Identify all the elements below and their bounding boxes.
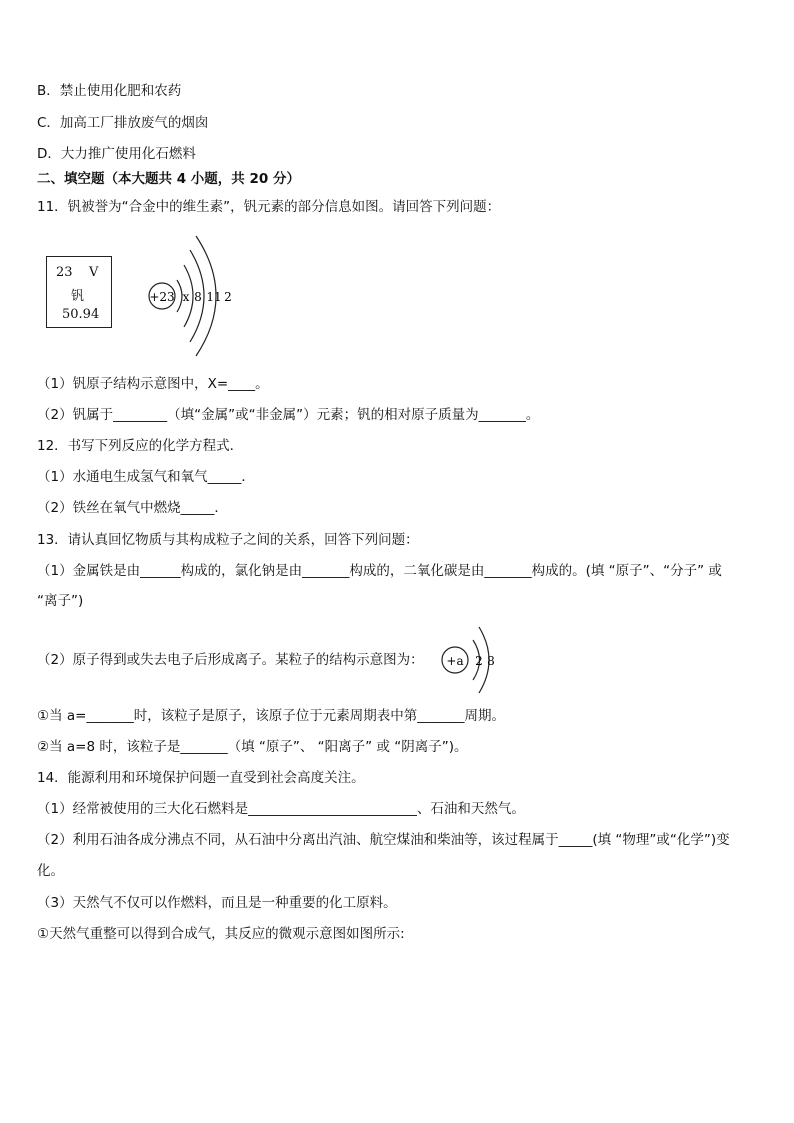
q12-stem: 12．书写下列反应的化学方程式． [37,438,244,454]
element-card [46,256,112,328]
shell-electrons: 8 [194,290,202,304]
shell-electrons: 2 [224,290,232,304]
section-heading: 二、填空题（本大题共 4 小题，共 20 分） [37,171,300,187]
q13-stem: 13．请认真回忆物质与其构成粒子之间的关系，回答下列问题： [37,532,419,548]
q14-sub1: （1）经常被使用的三大化石燃料是_________________________、石油和天然气。 [37,801,525,817]
vanadium-atom-diagram [140,232,250,360]
shell-electrons: 11 [206,290,222,304]
q11-sub2: （2）钒属于________（填“金属”或“非金属”）元素；钒的相对原子质量为_______。 [37,407,540,423]
q13-sub1-line2: “离子”) [37,593,84,609]
ion-diagram [435,624,505,696]
q14-sub3: （3）天然气不仅可以作燃料，而且是一种重要的化工原料。 [37,895,397,911]
q12-sub2: （2）铁丝在氧气中燃烧_____． [37,500,228,516]
q13-item2: ②当 a=8 时，该粒子是_______（填 “原子”、 “阳离子” 或 “阴离子”)。 [37,739,468,755]
atomic-mass: 50.94 [62,307,100,322]
q13-sub1-line1: （1）金属铁是由______构成的，氯化钠是由_______构成的，二氧化碳是由_______构成的。(填 “原子”、“分子” 或 [37,563,722,579]
nucleus-charge: +a [446,654,464,668]
q14-item1: ①天然气重整可以得到合成气，其反应的微观示意图如图所示: [37,926,405,942]
nucleus-charge: +23 [149,290,175,304]
option-b: B．禁止使用化肥和农药 [37,83,182,99]
option-c: C．加高工厂排放废气的烟囱 [37,115,209,131]
element-symbol: V [89,265,99,280]
element-name: 钒 [71,289,85,304]
electron-shell-arc [177,280,182,312]
shell-electrons: 2 [475,654,483,668]
atomic-number: 23 [56,265,73,280]
q11-sub1: （1）钒原子结构示意图中，X=____。 [37,376,269,392]
shell-electrons: 8 [487,654,495,668]
option-d: D．大力推广使用化石燃料 [37,146,196,162]
q14-sub2-line2: 化。 [37,863,64,879]
q12-sub1: （1）水通电生成氢气和氧气_____． [37,469,255,485]
q14-stem: 14．能源利用和环境保护问题一直受到社会高度关注。 [37,770,365,786]
q13-sub2: （2）原子得到或失去电子后形成离子。某粒子的结构示意图为： [37,652,424,668]
q11-stem: 11．钒被誉为“合金中的维生素”，钒元素的部分信息如图。请回答下列问题： [37,199,501,215]
q14-sub2-line1: （2）利用石油各成分沸点不同，从石油中分离出汽油、航空煤油和柴油等，该过程属于_____(填 “物理”或“化学”)变 [37,832,730,848]
shell-electrons: x [182,290,190,304]
q13-item1: ①当 a=_______时，该粒子是原子，该原子位于元素周期表中第_______周期。 [37,708,505,724]
